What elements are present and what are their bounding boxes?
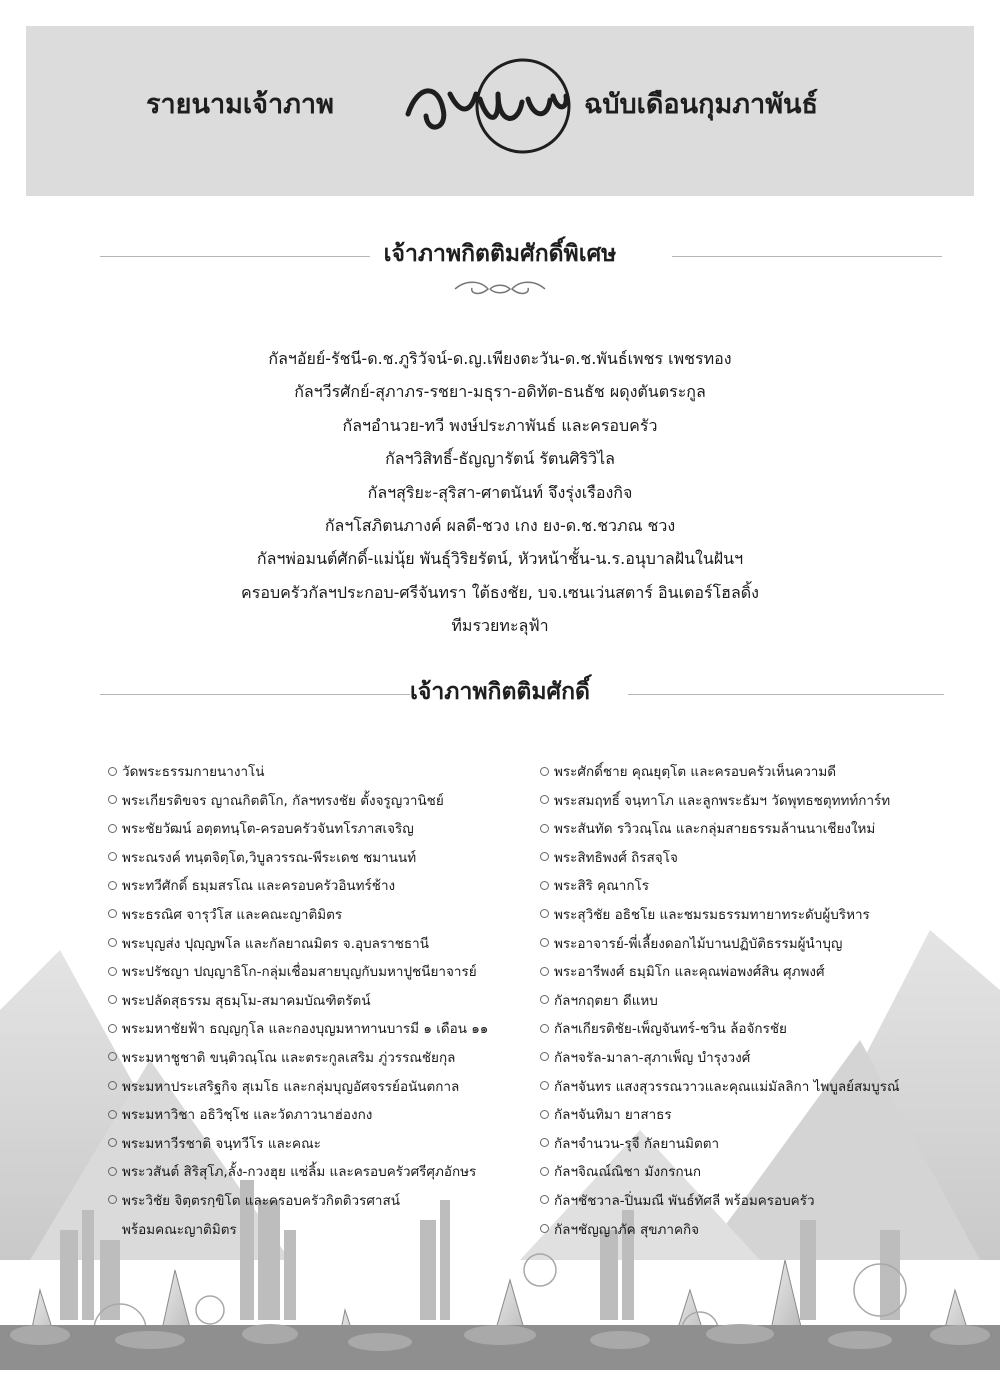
header-title-right: ฉบับเดือนกุมภาพันธ์ [584,89,818,120]
circle-bullet-icon [540,1195,549,1204]
list-item: วัดพระธรรมกายนางาโน่ [108,758,528,787]
list-item: พระอารีพงศ์ ธมฺมิโก และคุณพ่อพงศ์สิน ศุภพงศ์ [540,958,960,987]
circle-bullet-icon [108,767,117,776]
list-item: พระอาจารย์-พี่เลี้ยงดอกไม้บานปฏิบัติธรรมผู้นำบุญ [540,930,960,959]
circle-bullet-icon [108,881,117,890]
list-item: พระสิทธิพงศ์ ถิรสจฺโจ [540,844,960,873]
circle-bullet-icon [108,795,117,804]
list-item: พระสุวิชัย อธิชโย และชมรมธรรมทายาทระดับผู้บริหาร [540,901,960,930]
circle-bullet-icon [108,1081,117,1090]
list-item: พระมหาวิชา อธิวิชฺโช และวัดภาวนาฮ่องกง [108,1101,528,1130]
circle-bullet-icon [108,909,117,918]
circle-bullet-icon [540,1224,549,1233]
circle-bullet-icon [108,995,117,1004]
list-item: พระธรณิศ จารุวํโส และคณะญาติมิตร [108,901,528,930]
list-item: กัลฯพ่อมนต์ศักดิ์-แม่นุ้ย พันธุ์วิริยรัตน์, หัวหน้าชั้น-น.ร.อนุบาลฝันในฝันฯ [256,549,744,569]
list-item: กัลฯกฤตยา ดีแหบ [540,987,960,1016]
honorary-hosts-left-column [108,758,528,1244]
list-item: พระทวีศักดิ์ ธมฺมสรโณ และครอบครัวอินทร์ช้าง [108,872,528,901]
section-title-special-row [0,236,1000,276]
list-item: พระวสันต์ สิริสุโภ,ลั้ง-กวงฮุย แซ่ลิ้ม และครอบครัวศรีศุภอักษร [108,1158,528,1187]
list-item: พระเกียรติขจร ญาณกิตติโก, กัลฯทรงชัย ตั้งจรูญวานิชย์ [108,787,528,816]
list-item: กัลฯอำนวย-ทวี พงษ์ประภาพันธ์ และครอบครัว [342,415,658,435]
list-item: พระปรัชญา ปญฺญาธิโก-กลุ่มเชื่อมสายบุญกับมหาปูชนียาจารย์ [108,958,528,987]
circle-bullet-icon [540,824,549,833]
list-item: กัลฯชัชวาล-ปิ่นมณี พันธ์ทัศลี พร้อมครอบครัว [540,1187,960,1216]
list-item: กัลฯโสภิตนภางค์ ผลดี-ชวง เกง ยง-ด.ช.ชวภณ ชวง [324,515,676,535]
circle-bullet-icon [540,938,549,947]
list-item: พระสันทัด รวิวณฺโณ และกลุ่มสายธรรมล้านนาเชียงใหม่ [540,815,960,844]
list-item: พระมหาชัยฟ้า ธญฺญกุโล และกองบุญมหาทานบารมี ๑ เดือน ๑๑ [108,1015,528,1044]
list-item: กัลฯจิณณ์ณิชา มังกรกนก [540,1158,960,1187]
list-item: กัลฯจันทิมา ยาสาธร [540,1101,960,1130]
circle-bullet-icon [540,1081,549,1090]
circle-bullet-icon [108,824,117,833]
list-item: พระปลัดสุธรรม สุธมฺโม-สมาคมบัณฑิตรัตน์ [108,987,528,1016]
list-item: พระศักดิ์ชาย คุณยุตฺโต และครอบครัวเห็นความดี [540,758,960,787]
flourish-ornament [450,278,550,300]
circle-bullet-icon [108,938,117,947]
circle-bullet-icon [540,881,549,890]
circle-bullet-icon [540,1024,549,1033]
list-item: กัลฯชัญญาภัค สุขภาคกิจ [540,1216,960,1245]
section-title-special: เจ้าภาพกิตติมศักดิ์พิเศษ [383,241,617,267]
list-item: ครอบครัวกัลฯประกอบ-ศรีจันทรา ใต้ธงชัย, บจ.เซนเว่นสตาร์ อินเตอร์โฮลดิ้ง [241,582,759,602]
circle-bullet-icon [540,852,549,861]
list-item: กัลฯอัยย์-รัชนี-ด.ช.ภูริวัจน์-ด.ญ.เพียงตะวัน-ด.ช.พันธ์เพชร เพชรทอง [268,349,732,368]
header-title-left: รายนามเจ้าภาพ [146,89,334,120]
circle-bullet-icon [540,995,549,1004]
circle-bullet-icon [540,967,549,976]
honorary-hosts-right-column [540,758,960,1244]
circle-bullet-icon [108,1167,117,1176]
circle-bullet-icon [108,852,117,861]
special-honorary-hosts-list [0,342,1000,643]
list-item-continuation: พร้อมคณะญาติมิตร [122,1221,237,1238]
circle-bullet-icon [540,909,549,918]
list-item: กัลฯเกียรติชัย-เพ็ญจันทร์-ชวิน ล้อจักรชัย [540,1015,960,1044]
list-item: พระมหาประเสริฐกิจ สุเมโธ และกลุ่มบุญอัศจรรย์อนันตกาล [108,1073,528,1102]
list-item: พระบุญส่ง ปุญฺญพโล และกัลยาณมิตร จ.อุบลราชธานี [108,930,528,959]
list-item: พระชัยวัฒน์ อตฺตทนฺโต-ครอบครัวจันทโรภาสเจริญ [108,815,528,844]
section-title-honorary-row [0,674,1000,714]
circle-bullet-icon [108,1052,117,1061]
list-item: กัลฯวีรศักย์-สุภาภร-รชยา-มธุรา-อดิทัต-ธนธัช ผดุงตันตระกูล [294,382,706,402]
circle-bullet-icon [108,1195,117,1204]
circle-bullet-icon [540,1110,549,1119]
list-item: กัลฯจำนวน-รุจี กัลยานมิตตา [540,1130,960,1159]
list-item: ทีมรวยทะลุฟ้า [451,616,549,636]
circle-bullet-icon [108,1024,117,1033]
list-item: พระสิริ คุณากโร [540,872,960,901]
list-item: พระมหาชูชาติ ขนฺติวณฺโณ และตระกูลเสริม ภู่วรรณชัยกุล [108,1044,528,1073]
list-item: พระมหาวีรชาติ จนฺทวีโร และคณะ [108,1130,528,1159]
circle-bullet-icon [540,1138,549,1147]
list-item: กัลฯวิสิทธิ์-ธัญญารัตน์ รัตนศิริวิไล [385,449,615,469]
section-title-honorary: เจ้าภาพกิตติมศักดิ์ [410,679,590,705]
list-item: พระวิชัย จิตฺตรกฺขิโต และครอบครัวกิตติวรศาสน์ [108,1187,528,1216]
circle-bullet-icon [108,1138,117,1147]
list-item: กัลฯสุริยะ-สุริสา-ศาตนันท์ จึงรุ่งเรืองกิจ [367,482,633,502]
circle-bullet-icon [540,795,549,804]
list-item: กัลฯจันทร แสงสุวรรณวาวและคุณแม่มัลลิกา ไพบูลย์สมบูรณ์ [540,1073,960,1102]
list-item: พระสมฤทธิ์ จนฺทาโภ และลูกพระธัมฯ วัดพุทธชตุททท์การ์ท [540,787,960,816]
circle-bullet-icon [540,1167,549,1176]
circle-bullet-icon [540,1052,549,1061]
list-item: กัลฯจรัล-มาลา-สุภาเพ็ญ บำรุงวงศ์ [540,1044,960,1073]
circle-bullet-icon [108,967,117,976]
circle-bullet-icon [108,1110,117,1119]
list-item: พระณรงค์ ทนฺตจิตฺโต,วิบูลวรรณ-พีระเดช ชมานนท์ [108,844,528,873]
logo-yoo-nai-boon [398,54,578,164]
circle-bullet-icon [540,767,549,776]
